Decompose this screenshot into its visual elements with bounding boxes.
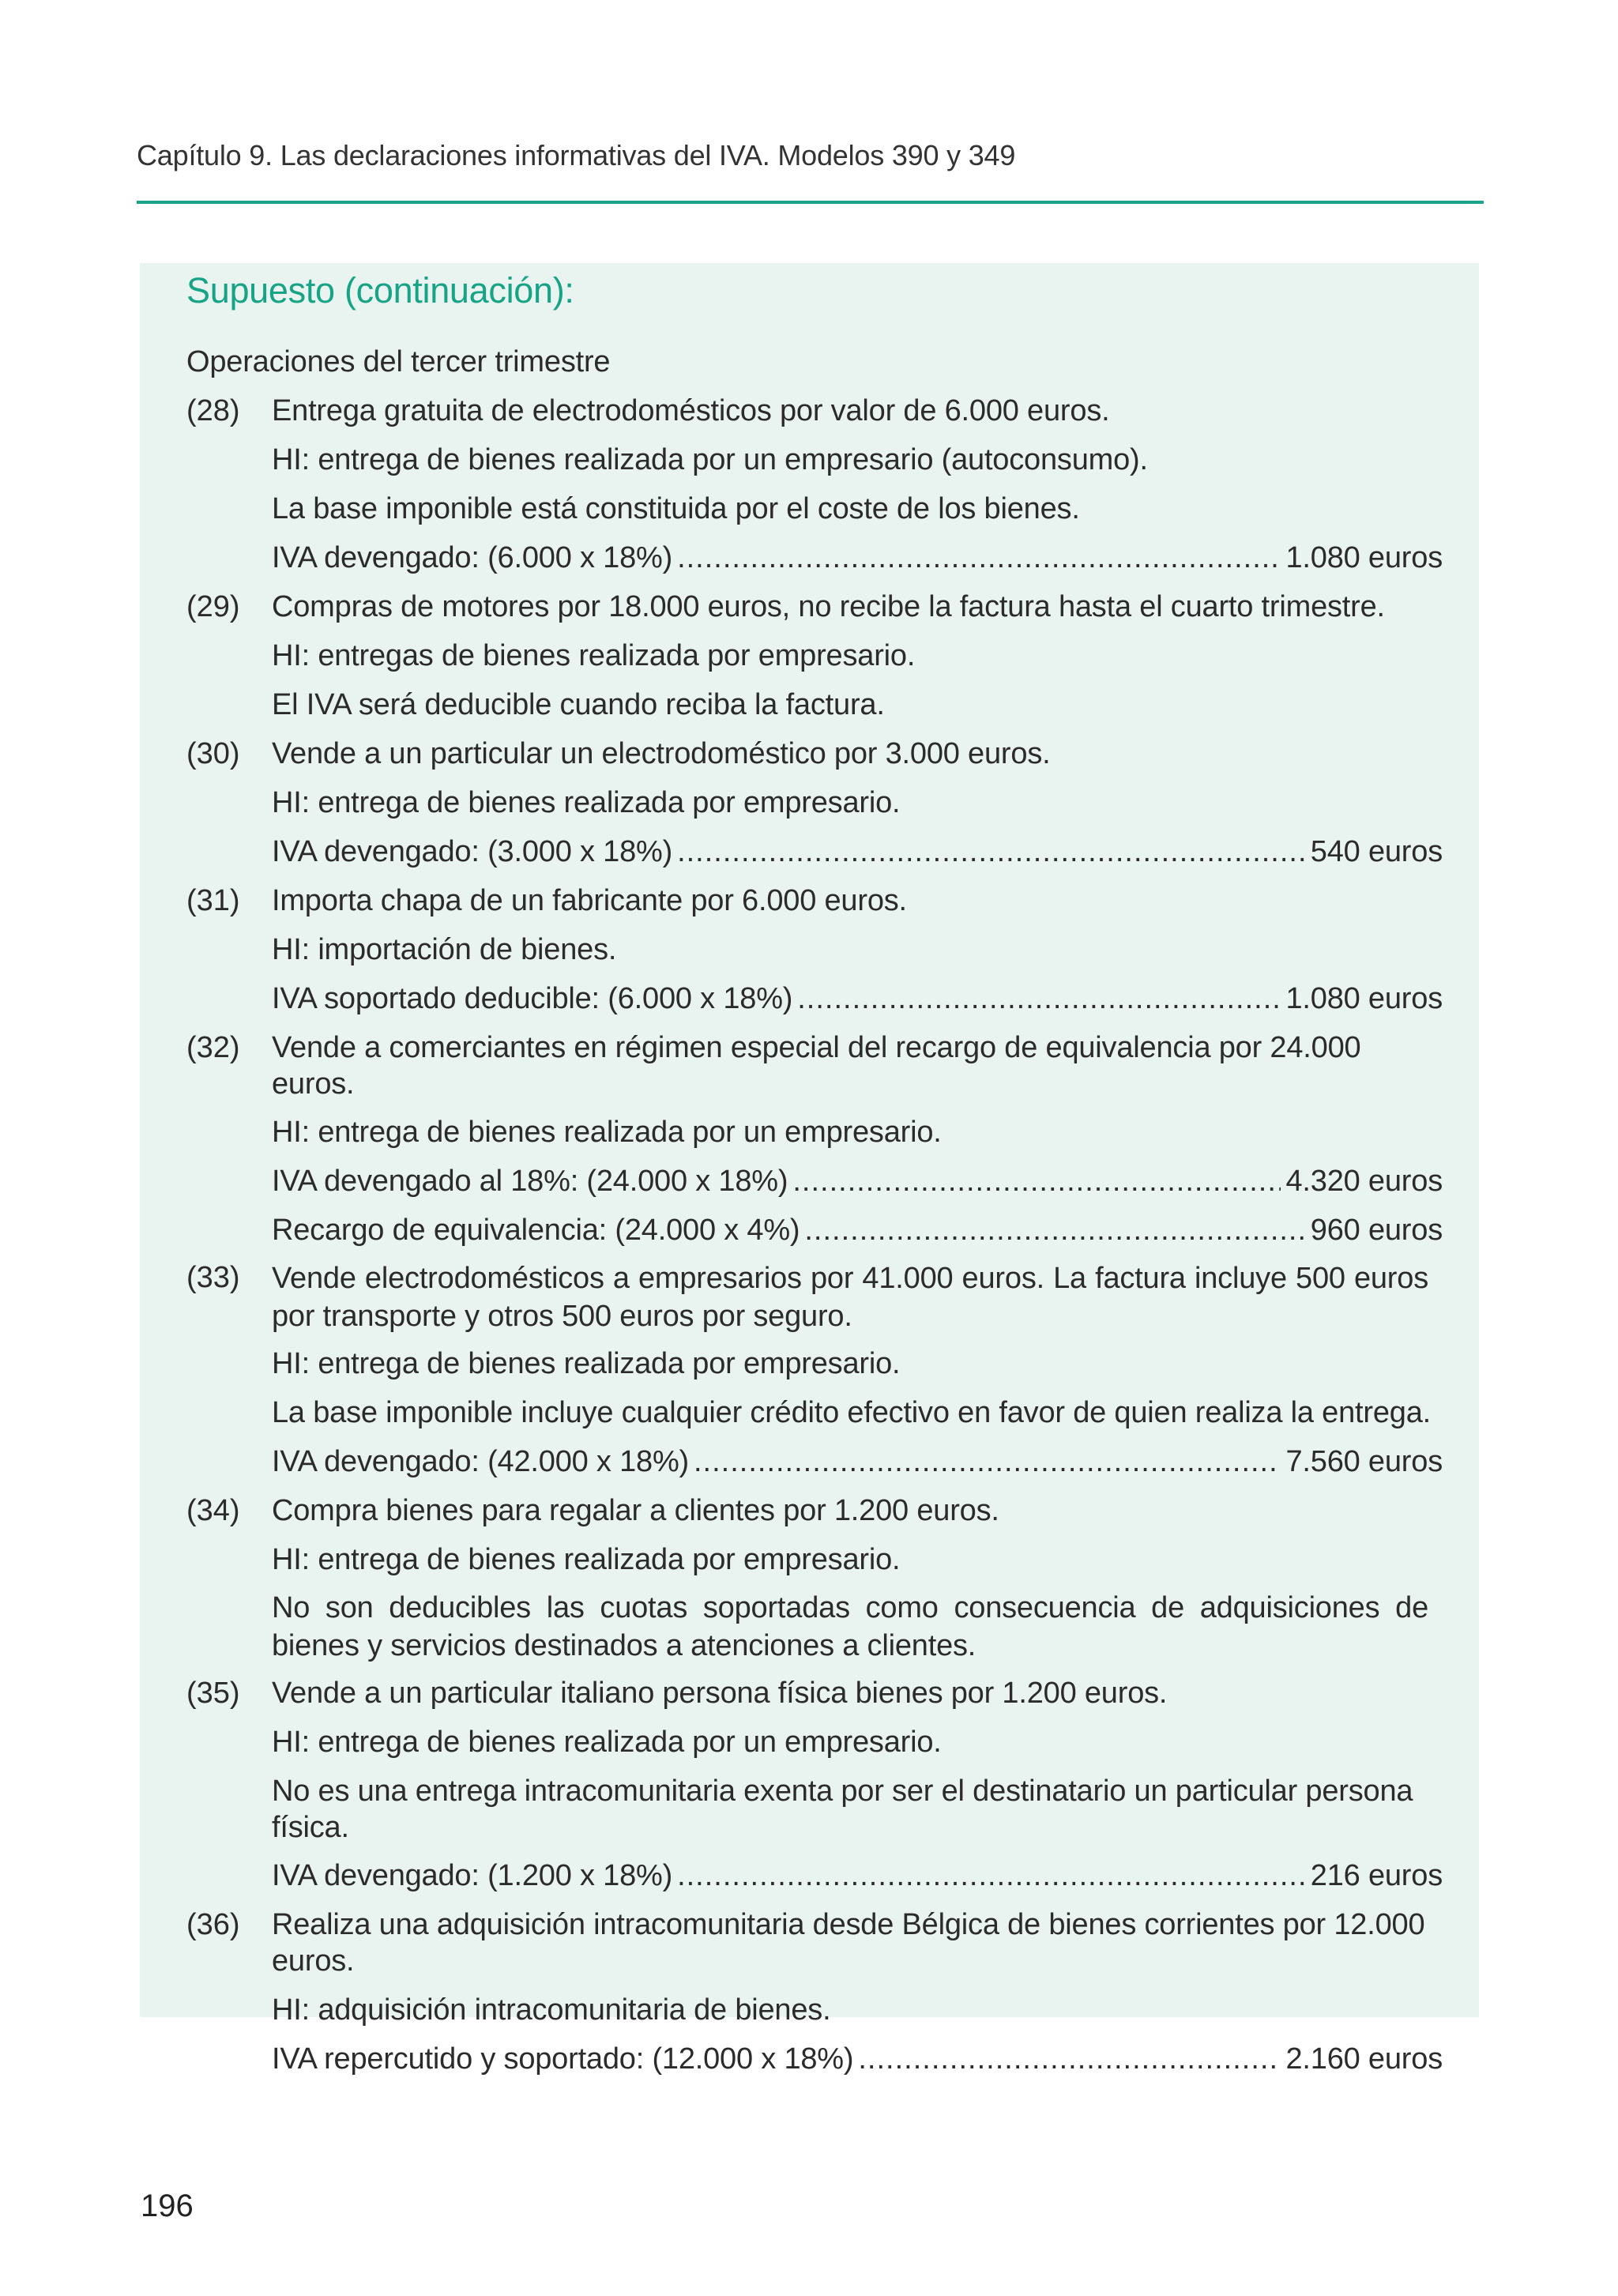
amount-value: 7.560 euros bbox=[1285, 1445, 1443, 1479]
operation-29 bbox=[186, 583, 1443, 730]
operation-text: No es una entrega intracomunitaria exenta por ser el destinatario un particular persona física. bbox=[272, 1775, 1413, 1844]
operation-text: Compra bienes para regalar a clientes por 1.200 euros. bbox=[272, 1494, 999, 1528]
operation-32 bbox=[186, 1024, 1443, 1255]
chapter-header: Capítulo 9. Las declaraciones informativas del IVA. Modelos 390 y 349 bbox=[137, 139, 1016, 171]
panel-title: Supuesto (continuación): bbox=[186, 270, 574, 311]
operation-35 bbox=[186, 1669, 1443, 1901]
amount-label: IVA devengado: (1.200 x 18%) bbox=[272, 1859, 673, 1893]
dot-leader bbox=[792, 1164, 1281, 1200]
amount-row bbox=[272, 1438, 1443, 1487]
operation-number: (28) bbox=[186, 394, 240, 427]
operation-28 bbox=[186, 387, 1443, 583]
operation-33 bbox=[186, 1255, 1443, 1487]
operation-text: HI: entregas de bienes realizada por empresario. bbox=[272, 639, 916, 672]
operation-text: La base imponible incluye cualquier crédito efectivo en favor de quien realiza la entrega. bbox=[272, 1396, 1432, 1430]
dot-leader bbox=[858, 2042, 1281, 2078]
operation-text: HI: entrega de bienes realizada por empresario. bbox=[272, 786, 901, 819]
amount-label: IVA repercutido y soportado: (12.000 x 18%) bbox=[272, 2042, 854, 2076]
amount-value: 1.080 euros bbox=[1285, 982, 1443, 1015]
amount-value: 960 euros bbox=[1310, 1214, 1443, 1248]
operations-list bbox=[186, 387, 1443, 2084]
amount-value: 216 euros bbox=[1310, 1859, 1443, 1893]
amount-label: IVA devengado: (6.000 x 18%) bbox=[272, 541, 673, 574]
dot-leader bbox=[677, 1858, 1306, 1895]
operation-text: HI: entrega de bienes realizada por un empresario. bbox=[272, 1116, 942, 1150]
dot-leader bbox=[797, 981, 1281, 1018]
amount-label: IVA soportado deducible: (6.000 x 18%) bbox=[272, 982, 793, 1015]
operation-number: (34) bbox=[186, 1494, 240, 1528]
operation-number: (33) bbox=[186, 1261, 240, 1295]
operation-text: Vende a un particular un electrodoméstico por 3.000 euros. bbox=[272, 737, 1051, 770]
amount-row bbox=[272, 2035, 1443, 2084]
operation-number: (29) bbox=[186, 590, 240, 623]
amount-row bbox=[272, 1157, 1443, 1206]
operation-number: (31) bbox=[186, 884, 240, 917]
operation-text: Entrega gratuita de electrodomésticos por valor de 6.000 euros. bbox=[272, 394, 1110, 427]
operation-31 bbox=[186, 877, 1443, 1024]
operation-text: Vende a un particular italiano persona física bienes por 1.200 euros. bbox=[272, 1677, 1168, 1711]
amount-value: 1.080 euros bbox=[1285, 541, 1443, 574]
amount-row bbox=[272, 534, 1443, 583]
amount-label: IVA devengado: (42.000 x 18%) bbox=[272, 1445, 689, 1479]
dot-leader bbox=[677, 540, 1281, 577]
dot-leader bbox=[677, 834, 1306, 871]
page-number: 196 bbox=[141, 2189, 194, 2223]
operation-text: HI: entrega de bienes realizada por empresario. bbox=[272, 1543, 901, 1577]
operation-text: El IVA será deducible cuando reciba la factura. bbox=[272, 688, 885, 721]
operation-number: (32) bbox=[186, 1031, 240, 1064]
amount-value: 4.320 euros bbox=[1285, 1165, 1443, 1199]
amount-row bbox=[272, 975, 1443, 1024]
dot-leader bbox=[804, 1213, 1305, 1249]
operation-text: HI: entrega de bienes realizada por empresario. bbox=[272, 1347, 901, 1381]
operation-text: HI: adquisición intracomunitaria de bienes. bbox=[272, 1993, 831, 2027]
operation-text: Vende electrodomésticos a empresarios por 41.000 euros. La factura incluye 500 euros por transporte y otros 500 euros por seguro. bbox=[272, 1262, 1428, 1333]
operation-text: HI: entrega de bienes realizada por un empresario. bbox=[272, 1726, 942, 1760]
operation-36 bbox=[186, 1901, 1443, 2083]
operation-number: (35) bbox=[186, 1677, 240, 1711]
amount-label: IVA devengado al 18%: (24.000 x 18%) bbox=[272, 1165, 788, 1199]
operation-text: Importa chapa de un fabricante por 6.000 euros. bbox=[272, 884, 907, 917]
amount-row bbox=[272, 1206, 1443, 1255]
amount-row bbox=[272, 1852, 1443, 1901]
operation-number: (30) bbox=[186, 737, 240, 770]
amount-label: IVA devengado: (3.000 x 18%) bbox=[272, 835, 673, 868]
operation-text: No son deducibles las cuotas soportadas como consecuencia de adquisiciones de bienes y servicios destinados a atenciones a clientes. bbox=[272, 1591, 1428, 1662]
operation-text: HI: entrega de bienes realizada por un empresario (autoconsumo). bbox=[272, 443, 1148, 476]
operation-number: (36) bbox=[186, 1908, 240, 1942]
amount-value: 2.160 euros bbox=[1285, 2042, 1443, 2076]
amount-value: 540 euros bbox=[1310, 835, 1443, 868]
amount-label: Recargo de equivalencia: (24.000 x 4%) bbox=[272, 1214, 800, 1248]
operation-text: Compras de motores por 18.000 euros, no recibe la factura hasta el cuarto trimestre. bbox=[272, 590, 1385, 623]
dot-leader bbox=[694, 1444, 1281, 1481]
operation-text: Realiza una adquisición intracomunitaria desde Bélgica de bienes corrientes por 12.000 euros. bbox=[272, 1908, 1425, 1978]
operation-text: HI: importación de bienes. bbox=[272, 933, 617, 966]
operation-text: La base imponible está constituida por el coste de los bienes. bbox=[272, 492, 1080, 525]
operation-text: Vende a comerciantes en régimen especial del recargo de equivalencia por 24.000 euros. bbox=[272, 1031, 1361, 1101]
amount-row bbox=[272, 828, 1443, 877]
operation-34 bbox=[186, 1487, 1443, 1669]
section-title: Operaciones del tercer trimestre bbox=[186, 345, 611, 378]
operation-30 bbox=[186, 730, 1443, 877]
header-rule bbox=[137, 201, 1484, 204]
